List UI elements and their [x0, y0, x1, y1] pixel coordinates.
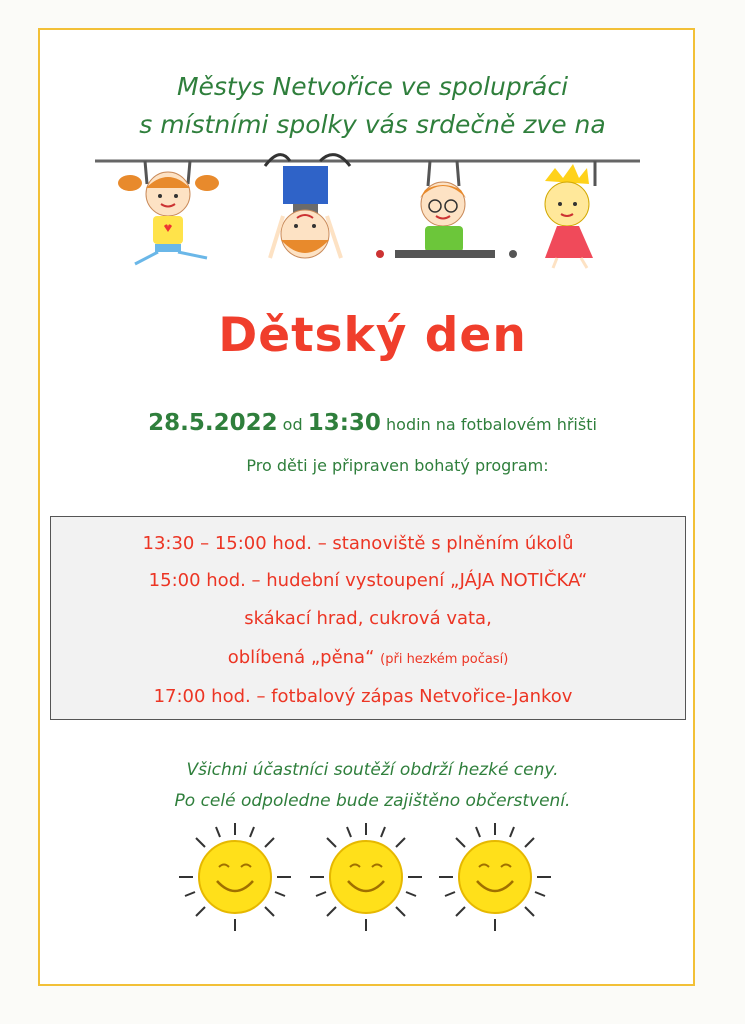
event-place: hodin na fotbalovém hřišti [386, 415, 597, 434]
child-girl-crown-icon [545, 161, 595, 268]
program-line-4-note: (při hezkém počasí) [380, 652, 509, 667]
program-line-4-main: oblíbená „pěna“ [227, 647, 375, 668]
intro-line-2: s místními spolky vás srdečně zve na [139, 110, 606, 139]
program-line-2: 15:00 hod. – hudební vystoupení „JÁJA NOTIČKA“ [148, 570, 588, 591]
child-upside-down-boy-icon [265, 155, 350, 258]
smiling-sun-icon [310, 823, 422, 931]
smiling-sun-icon [179, 823, 291, 931]
intro-line-1: Městys Netvořice ve spolupráci [176, 72, 569, 101]
program-line-5: 17:00 hod. – fotbalový zápas Netvořice-Jankov [153, 686, 573, 707]
footer-line-2: Po celé odpoledne bude zajištěno občerstvení. [174, 791, 571, 811]
child-boy-glasses-icon [376, 161, 517, 258]
footer-line-1: Všichni účastníci soutěží obdrží hezké ceny. [186, 760, 559, 780]
program-line-3: skákací hrad, cukrová vata, [244, 608, 492, 629]
program-line-4 [50, 647, 686, 668]
event-time: 13:30 [307, 410, 381, 436]
hanging-children-illustration [95, 146, 655, 271]
event-title: Dětský den [218, 308, 527, 363]
event-date-line [0, 410, 745, 436]
event-date: 28.5.2022 [148, 410, 278, 436]
event-from-word: od [282, 415, 303, 434]
program-intro: Pro děti je připraven bohatý program: [246, 456, 549, 475]
program-line-1: 13:30 – 15:00 hod. – stanoviště s plněním úkolů [142, 533, 574, 554]
smiling-sun-icon [439, 823, 551, 931]
suns-illustration [170, 820, 560, 935]
child-girl-pigtails-icon [118, 161, 219, 264]
